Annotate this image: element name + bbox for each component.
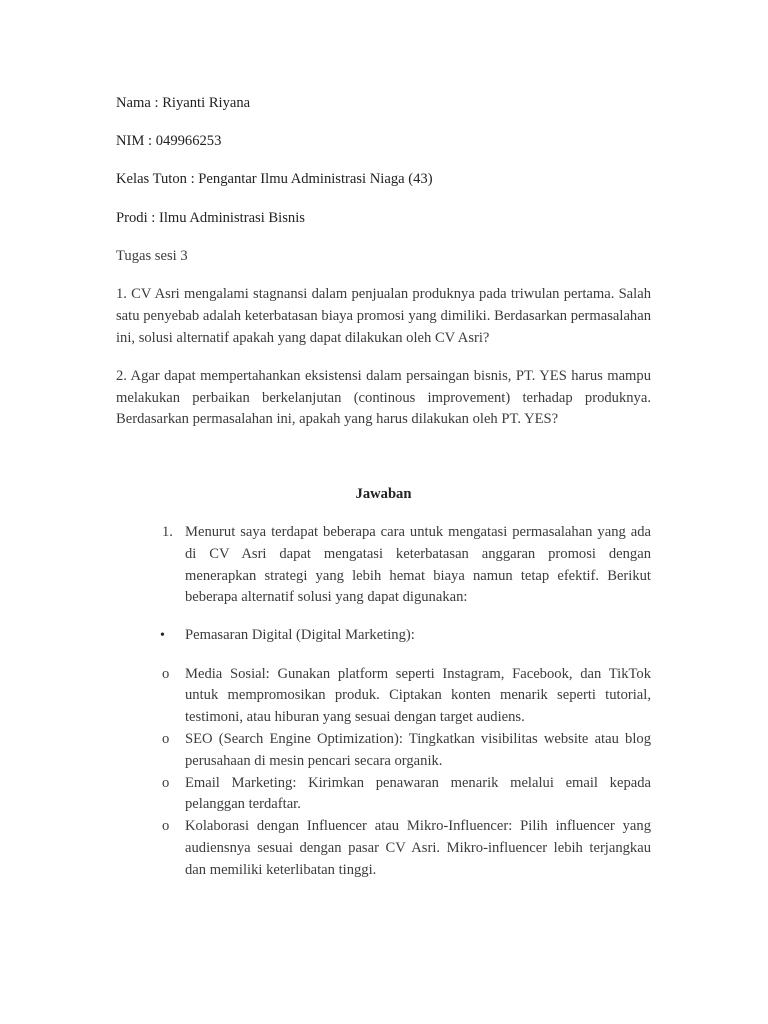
class-info: Kelas Tuton : Pengantar Ilmu Administrasi Niaga (43) [116,171,433,188]
sub-item-social-media [116,664,651,729]
circle-bullet-icon: o [162,818,170,835]
question-1: 1. CV Asri mengalami stagnansi dalam penjualan produknya pada triwulan pertama. Salah satu penyebab adalah keterbatasan biaya promosi yang dimiliki. Berdasarkan permasalahan ini, solusi alternatif apakah yang dapat dilakukan oleh CV Asri? [116,285,651,346]
sub-item-email-marketing [116,773,651,817]
sub-item-text: SEO (Search Engine Optimization): Tingkatkan visibilitas website atau blog perusahaan di mesin pencari secara organik. [185,731,651,769]
circle-bullet-icon: o [162,774,170,791]
sub-item-text: Kolaborasi dengan Influencer atau Mikro-Influencer: Pilih influencer yang audiensnya sesuai dengan pasar CV Asri. Mikro-influencer lebih terjangkau dan memiliki keterlibatan tinggi. [185,818,651,878]
sub-list [116,664,651,882]
student-nim: NIM : 049966253 [116,133,222,150]
document-content [116,93,651,882]
question-2: 2. Agar dapat mempertahankan eksistensi dalam persaingan bisnis, PT. YES harus mampu melakukan perbaikan berkelanjutan (continous improvement) terhadap produknya. Berdasarkan permasalahan ini, apakah yang harus dilakukan oleh PT. YES? [116,367,651,428]
assignment-title: Tugas sesi 3 [116,247,188,264]
study-program: Prodi : Ilmu Administrasi Bisnis [116,209,305,226]
sub-item-text: Email Marketing: Kirimkan penawaran menarik melalui email kepada pelanggan terdaftar. [185,774,651,813]
bullet-icon: • [160,628,165,644]
answer-1-text: Menurut saya terdapat beberapa cara untuk mengatasi permasalahan yang ada di CV Asri dapat mengatasi keterbatasan anggaran promosi dengan menerapkan strategi yang lebih hemat biaya namun tetap efektif. Berikut beberapa alternatif solusi yang dapat digunakan: [185,523,651,606]
student-name: Nama : Riyanti Riyana [116,95,251,111]
bullet-text: Pemasaran Digital (Digital Marketing): [185,627,415,644]
sub-item-influencer [116,816,651,881]
circle-bullet-icon: o [162,665,170,682]
circle-bullet-icon: o [162,731,170,748]
answer-1-number: 1. [162,523,173,540]
bullet-item [116,625,651,647]
sub-item-text: Media Sosial: Gunakan platform seperti Instagram, Facebook, dan TikTok untuk mempromosikan produk. Ciptakan konten menarik seperti tutorial, testimoni, atau hiburan yang sesuai dengan target audiens. [185,665,651,726]
sub-item-seo [116,729,651,773]
answer-heading: Jawaban [355,486,412,503]
answer-1 [116,522,651,609]
